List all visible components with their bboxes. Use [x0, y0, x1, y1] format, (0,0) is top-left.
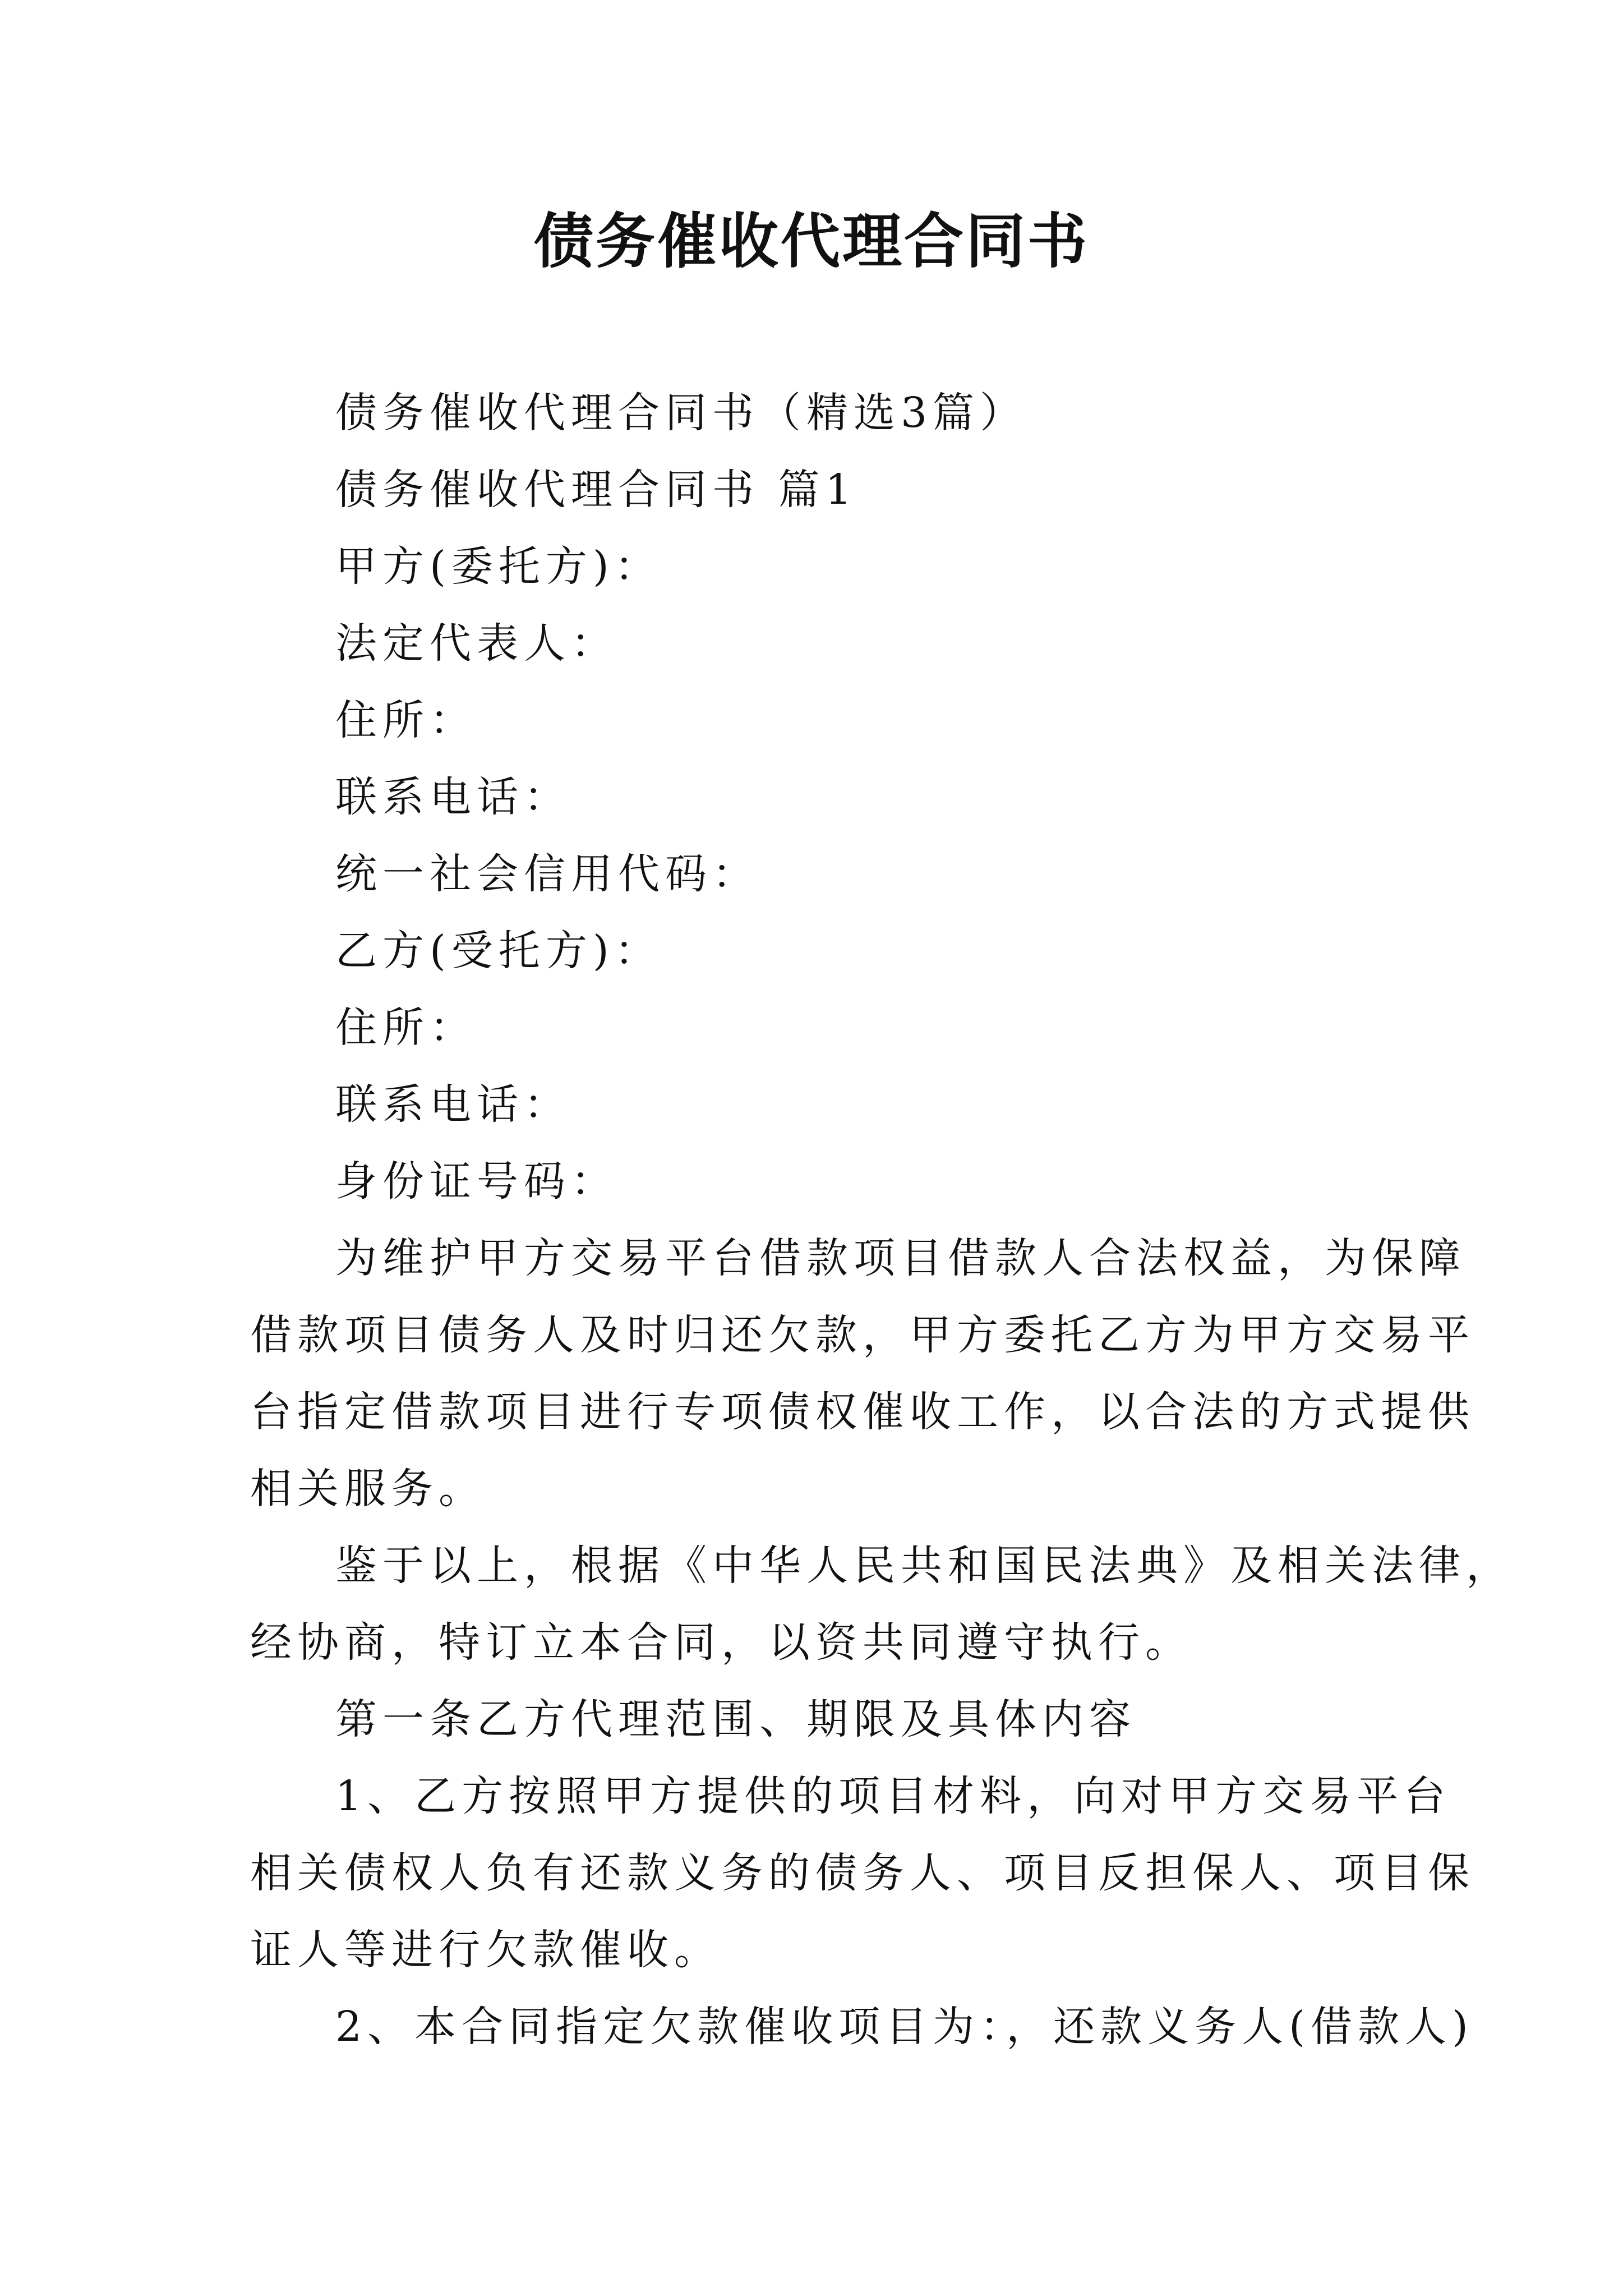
- body-line: 为维护甲方交易平台借款项目借款人合法权益，为保障: [335, 1234, 1466, 1282]
- body-line: 1、乙方按照甲方提供的项目材料，向对甲方交易平台: [335, 1772, 1451, 1820]
- body-line: 2、本合同指定欠款催收项目为：，还款义务人(借款人): [335, 2003, 1474, 2051]
- body-line: 联系电话：: [335, 773, 571, 821]
- document-body: [250, 375, 1513, 2065]
- body-line: 台指定借款项目进行专项债权催收工作，以合法的方式提供: [250, 1388, 1475, 1436]
- body-line: 鉴于以上，根据《中华人民共和国民法典》及相关法律，: [335, 1542, 1513, 1590]
- body-line: 经协商，特订立本合同，以资共同遵守执行。: [250, 1618, 1192, 1667]
- document-title: 债务催收代理合同书: [534, 206, 1089, 276]
- body-line: 联系电话：: [335, 1080, 571, 1129]
- body-line: 第一条乙方代理范围、期限及具体内容: [335, 1695, 1136, 1743]
- body-line: 统一社会信用代码：: [335, 850, 759, 898]
- body-line: 乙方(受托方)：: [335, 927, 662, 975]
- body-line: 住所：: [335, 1004, 477, 1052]
- body-line: 相关债权人负有还款义务的债务人、项目反担保人、项目保: [250, 1849, 1475, 1897]
- body-line: 相关服务。: [250, 1465, 486, 1513]
- body-line: 甲方(委托方)：: [335, 542, 662, 591]
- body-line: 借款项目债务人及时归还欠款，甲方委托乙方为甲方交易平: [250, 1311, 1475, 1359]
- body-line: 法定代表人：: [335, 619, 618, 668]
- body-line: 债务催收代理合同书 篇1: [335, 466, 857, 514]
- body-line: 证人等进行欠款催收。: [250, 1926, 721, 1974]
- body-line: 身份证号码：: [335, 1157, 618, 1205]
- body-line: 住所：: [335, 696, 477, 744]
- body-line: 债务催收代理合同书（精选3篇）: [335, 389, 1027, 437]
